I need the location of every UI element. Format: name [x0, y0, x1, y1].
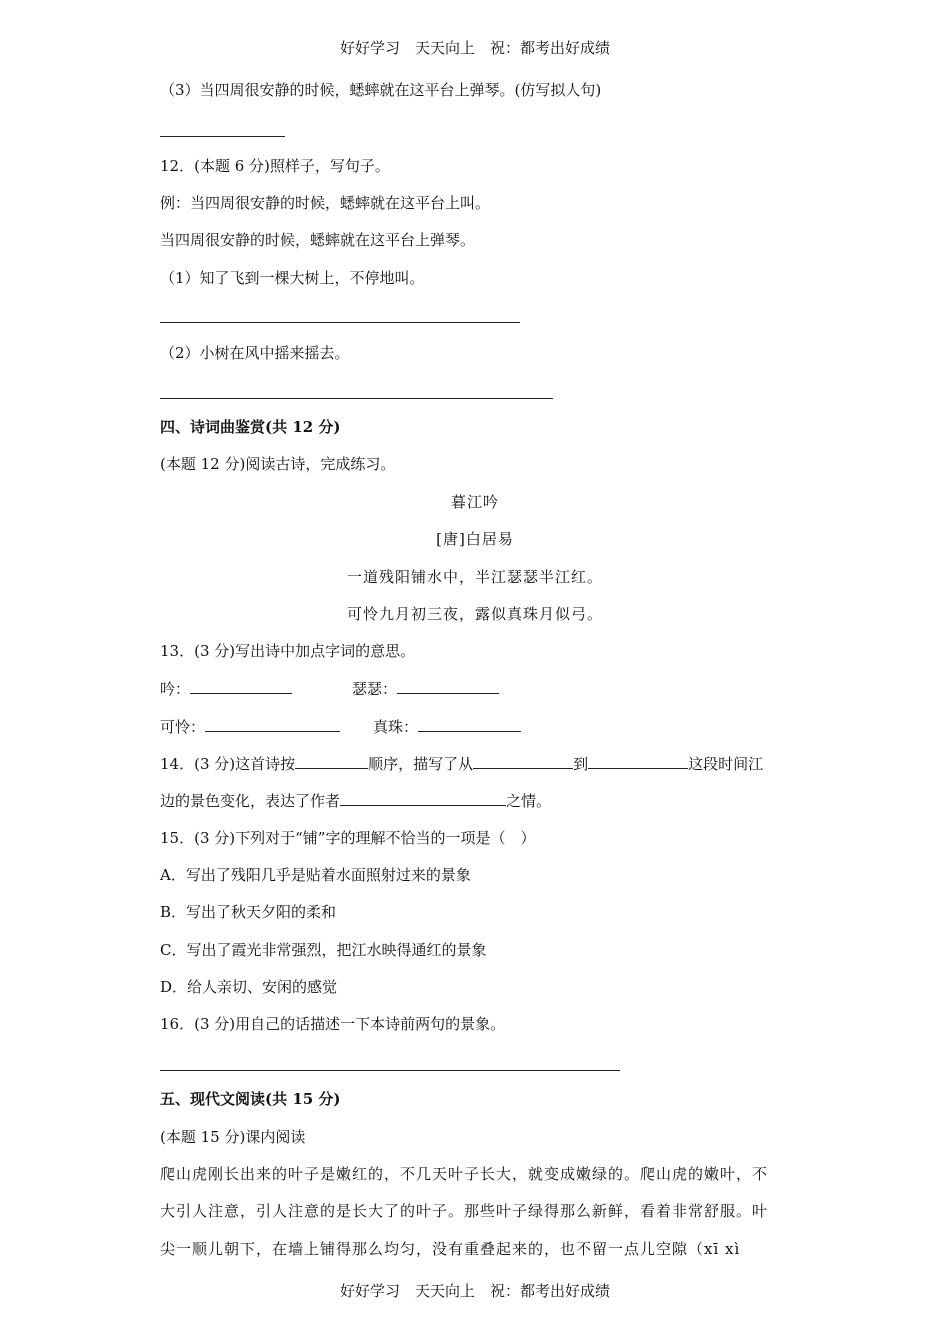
answer-blank[interactable] [340, 789, 506, 806]
answer-line[interactable] [160, 136, 285, 137]
q16-title: 16．(3 分)用自己的话描述一下本诗前两句的景象。 [160, 1015, 506, 1033]
answer-blank[interactable] [190, 677, 292, 694]
q12-item1: （1）知了飞到一棵大树上，不停地叫。 [160, 269, 425, 287]
q14-text-c: 到 [573, 755, 589, 773]
answer-blank[interactable] [418, 715, 521, 732]
answer-line[interactable] [160, 398, 553, 399]
answer-line[interactable] [160, 322, 520, 323]
q13-row1b [352, 677, 499, 700]
q13-label-yin: 吟： [160, 680, 191, 698]
poem-line1: 一道残阳铺水中，半江瑟瑟半江红。 [346, 568, 603, 586]
passage-line3: 尖一顺儿朝下，在墙上铺得那么均匀，没有重叠起来的，也不留一点儿空隙（xī xì [160, 1240, 741, 1258]
q14-text-a: 14．(3 分)这首诗按 [160, 755, 296, 773]
q15-option-c[interactable]: C．写出了霞光非常强烈，把江水映得通红的景象 [160, 941, 487, 959]
section5-intro: (本题 15 分)课内阅读 [160, 1128, 306, 1146]
q11-item3: （3）当四周很安静的时候，蟋蟀就在这平台上弹琴。(仿写拟人句) [160, 81, 602, 99]
page-footer: 好好学习 天天向上 祝：都考出好成绩 [339, 1282, 610, 1300]
answer-line[interactable] [160, 1070, 620, 1071]
page-header: 好好学习 天天向上 祝：都考出好成绩 [339, 39, 610, 57]
q13-label-zhenzhu: 真珠： [373, 718, 419, 736]
answer-blank[interactable] [473, 752, 573, 769]
q14-text-b: 顺序，描写了从 [368, 755, 474, 773]
poem-title: 暮江吟 [450, 493, 499, 511]
q14-text-e: 边的景色变化，表达了作者 [160, 792, 341, 810]
q15-title: 15．(3 分)下列对于“铺”字的理解不恰当的一项是（ ） [160, 829, 536, 847]
q15-option-d[interactable]: D．给人亲切、安闲的感觉 [160, 978, 338, 996]
q13-row2b [373, 715, 521, 738]
passage-line2: 大引人注意，引人注意的是长大了的叶子。那些叶子绿得那么新鲜，看着非常舒服。叶 [160, 1202, 769, 1220]
q13-label-sese: 瑟瑟： [352, 680, 398, 698]
q13-row1 [160, 677, 292, 700]
answer-blank[interactable] [397, 677, 499, 694]
q14-line2 [160, 789, 551, 812]
poem-line2: 可怜九月初三夜，露似真珠月似弓。 [346, 605, 603, 623]
passage-line1: 爬山虎刚长出来的叶子是嫩红的，不几天叶子长大，就变成嫩绿的。爬山虎的嫩叶，不 [160, 1165, 769, 1183]
q12-example2: 当四周很安静的时候，蟋蟀就在这平台上弹琴。 [160, 231, 476, 249]
q13-label-kelian: 可怜： [160, 718, 206, 736]
q12-item2: （2）小树在风中摇来摇去。 [160, 344, 350, 362]
section4-intro: (本题 12 分)阅读古诗，完成练习。 [160, 455, 396, 473]
answer-blank[interactable] [588, 752, 688, 769]
answer-blank[interactable] [205, 715, 340, 732]
q12-title: 12．(本题 6 分)照样子，写句子。 [160, 157, 390, 175]
q14-line1 [160, 752, 763, 775]
answer-blank[interactable] [295, 752, 368, 769]
q13-row2 [160, 715, 340, 738]
q13-title: 13．(3 分)写出诗中加点字词的意思。 [160, 642, 416, 660]
q14-text-d: 这段时间江 [688, 755, 764, 773]
q14-text-f: 之情。 [506, 792, 552, 810]
poem-author: [唐]白居易 [436, 530, 514, 548]
q12-example1: 例：当四周很安静的时候，蟋蟀就在这平台上叫。 [160, 194, 491, 212]
section5-heading: 五、现代文阅读(共 15 分) [160, 1090, 341, 1108]
q15-option-a[interactable]: A．写出了残阳几乎是贴着水面照射过来的景象 [160, 866, 471, 884]
section4-heading: 四、诗词曲鉴赏(共 12 分) [160, 418, 341, 436]
q15-option-b[interactable]: B．写出了秋天夕阳的柔和 [160, 903, 337, 921]
